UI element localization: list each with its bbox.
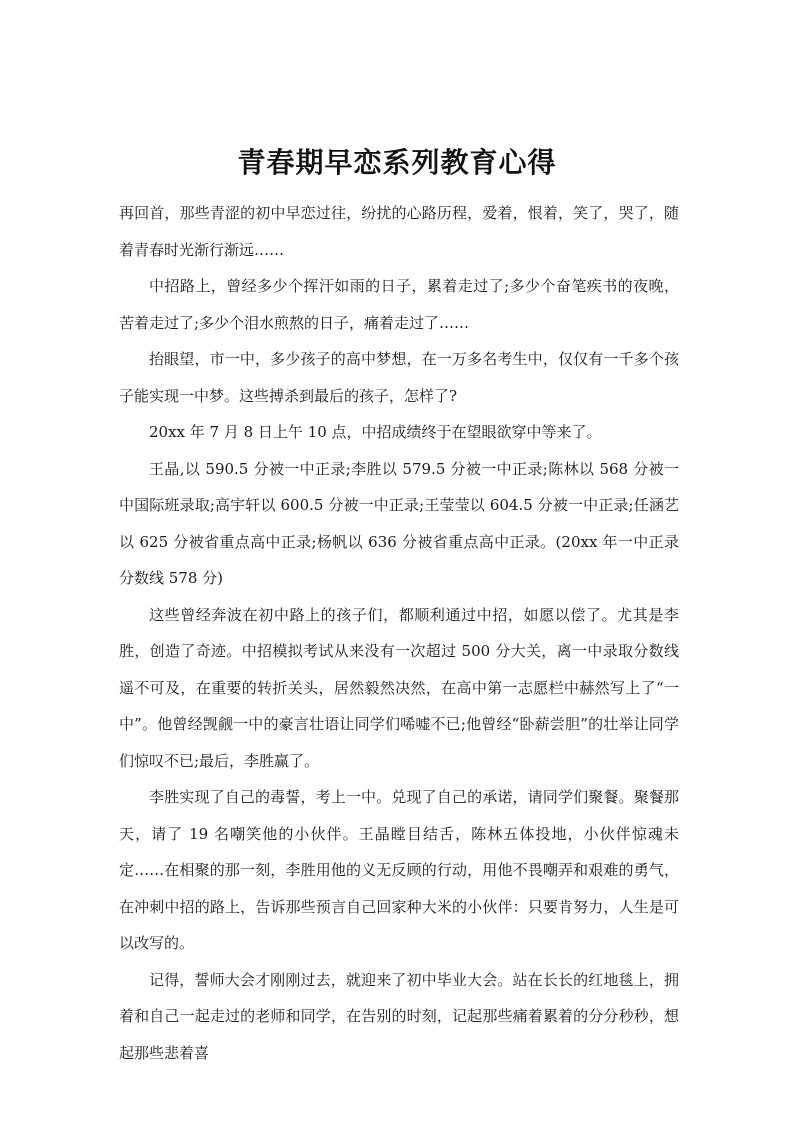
paragraph: 王晶,以 590.5 分被一中正录;李胜以 579.5 分被一中正录;陈林以 568 分被一中国际班录取;高宇轩以 600.5 分被一中正录;王莹莹以 604.5 分被一中正录;任涵艺以 625 分被省重点高中正录;杨帆以 636 分被省重点高中正录。(20xx 年一中正录分数线 578 分) bbox=[119, 459, 679, 587]
paragraph: 再回首，那些青涩的初中早恋过往，纷扰的心路历程，爱着，恨着，笑了，哭了，随着青春时光渐行渐远…… bbox=[119, 204, 679, 259]
paragraph: 20xx 年 7 月 8 日上午 10 点，中招成绩终于在望眼欲穿中等来了。 bbox=[149, 423, 602, 441]
paragraph: 李胜实现了自己的毒誓，考上一中。兑现了自己的承诺，请同学们聚餐。聚餐那天，请了 19 名嘲笑他的小伙伴。王晶瞠目结舌，陈林五体投地，小伙伴惊魂未定……在相聚的那一刻，李胜用他的义无反顾的行动，用他不畏嘲弄和艰难的勇气，在冲刺中招的路上，告诉那些预言自己回家种大米的小伙伴：只要肯努力，人生是可以改写的。 bbox=[119, 788, 679, 952]
document-title: 青春期早恋系列教育心得 bbox=[237, 145, 557, 179]
paragraph: 这些曾经奔波在初中路上的孩子们，都顺利通过中招，如愿以偿了。尤其是李胜，创造了奇迹。中招模拟考试从来没有一次超过 500 分大关，离一中录取分数线遥不可及，在重要的转折关头，居然毅然决然，在高中第一志愿栏中赫然写上了“一中”。他曾经觊觎一中的豪言壮语让同学们唏嘘不已;他曾经“卧薪尝胆”的壮举让同学们惊叹不已;最后，李胜赢了。 bbox=[119, 605, 679, 770]
paragraph: 记得，誓师大会才刚刚过去，就迎来了初中毕业大会。站在长长的红地毯上，拥着和自己一起走过的老师和同学，在告别的时刻，记起那些痛着累着的分分秒秒，想起那些悲着喜 bbox=[119, 970, 679, 1062]
paragraph: 抬眼望，市一中，多少孩子的高中梦想，在一万多名考生中，仅仅有一千多个孩子能实现一中梦。这些搏杀到最后的孩子，怎样了? bbox=[119, 350, 679, 405]
document-body bbox=[119, 195, 679, 1071]
paragraph: 中招路上，曾经多少个挥汗如雨的日子，累着走过了;多少个奋笔疾书的夜晚，苦着走过了;多少个泪水煎熬的日子，痛着走过了…… bbox=[119, 277, 679, 332]
